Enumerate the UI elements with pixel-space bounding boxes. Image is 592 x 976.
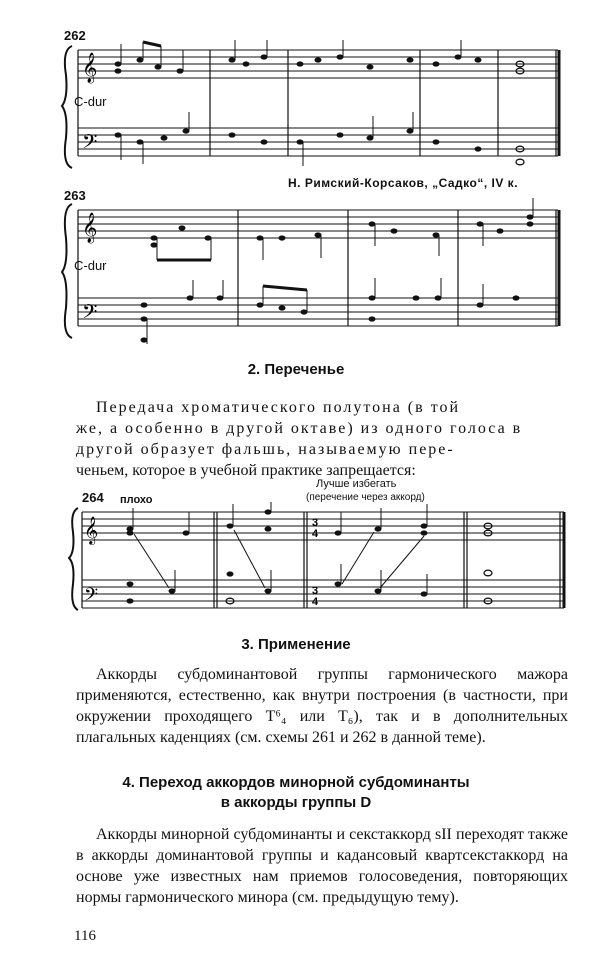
example-262-key: C-dur: [74, 94, 107, 109]
svg-text:3: 3: [312, 517, 319, 529]
svg-text:4: 4: [312, 528, 319, 540]
treble-clef-icon: 𝄞: [84, 516, 99, 544]
treble-clef-icon: 𝄞: [82, 213, 98, 243]
treble-clef-icon: 𝄞: [82, 53, 98, 83]
svg-text:3: 3: [312, 585, 319, 597]
example-263-number: 263: [64, 188, 86, 203]
section-2-line-3: другой образует фальшь, называемую пере-: [76, 441, 455, 458]
section-3-paragraph: Аккорды субдоминантовой группы гармонического мажора применяются, естественно, как внутри построения (в частности, при окружении проходящего T⁶₄ или T₆), так и в дополнительных плагальных каденциях (см. схемы 261 и 262 в данной теме).: [76, 666, 568, 746]
section-4-heading-line-1: 4. Переход аккордов минорной субдоминанты: [122, 774, 470, 791]
svg-text:4: 4: [312, 596, 319, 608]
brace-icon: [62, 46, 72, 168]
bass-clef-icon: 𝄢: [82, 300, 98, 328]
example-264-label-better: Лучше избегать: [316, 478, 397, 490]
section-2-line-1: Передача хроматического полутона (в той: [96, 399, 461, 416]
example-262-score: [60, 40, 570, 180]
section-4-paragraph: Аккорды минорной субдоминанты и секстаккорд sII переходят также в аккорды доминантовой группы и кадансовый квартсекстаккорд на основе уже известных нам приемов голосоведения, повторяющих нормы гармонического минора (см. предыдущую тему).: [76, 826, 568, 906]
brace-icon: [69, 508, 78, 610]
example-264-score: [68, 502, 568, 620]
bass-clef-icon: 𝄢: [82, 130, 98, 158]
example-262-number: 262: [64, 28, 86, 43]
page-number: 116: [74, 928, 96, 944]
section-4-heading-line-2: в аккорды группы D: [220, 794, 372, 811]
example-264-number: 264: [82, 490, 104, 505]
brace-icon: [62, 204, 72, 338]
bass-clef-icon: 𝄢: [84, 585, 99, 610]
example-264-label-better-note: (перечение через аккорд): [306, 492, 425, 503]
example-262-source: Н. Римский-Корсаков, „Садко“, IV к.: [288, 176, 519, 190]
example-263-key: C-dur: [74, 258, 107, 273]
example-263-score: [60, 198, 570, 358]
section-2-heading: 2. Переченье: [247, 361, 345, 378]
section-3-heading: 3. Применение: [241, 636, 351, 653]
section-2-line-4: ченьем, которое в учебной практике запрещается:: [76, 462, 416, 479]
example-264-label-bad: плохо: [120, 494, 153, 506]
section-2-line-2: же, а особенно в другой октаве) из одного голоса в: [76, 420, 523, 437]
